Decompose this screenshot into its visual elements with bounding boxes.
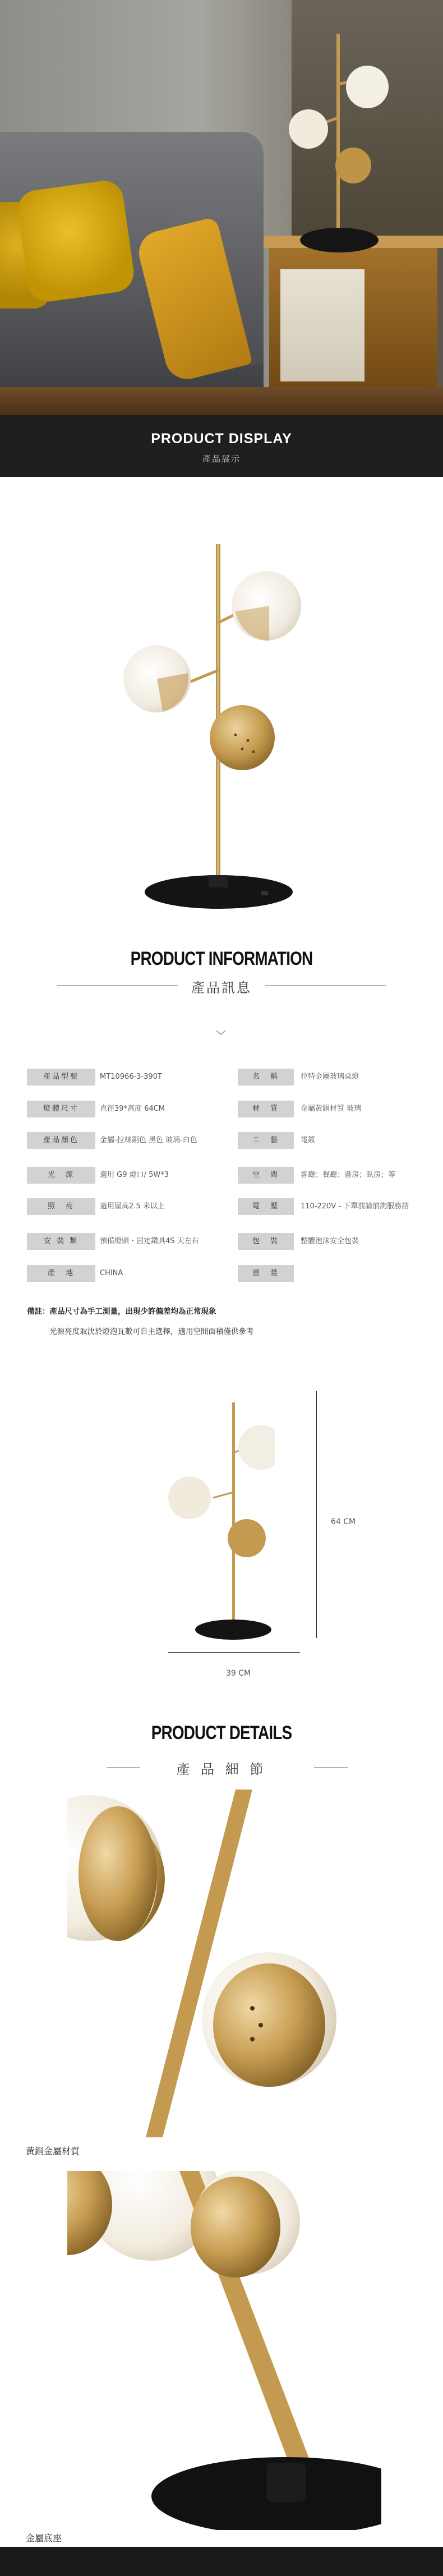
detail-photo-base [67,2171,381,2530]
width-dimension-line [168,1652,300,1653]
detail-caption: 黃銅金屬材質 [26,2146,80,2156]
spec-value: CHINA [100,1269,123,1277]
spec-value: 整體泡沫安全包裝 [301,1237,359,1245]
spec-label: 包 裝 [238,1233,294,1250]
spec-value: 拉特金屬玻璃桌燈 [301,1073,359,1081]
spec-label: 空 間 [238,1167,294,1184]
hero-lamp-image [280,34,393,258]
hero-lifestyle-photo [0,0,443,415]
details-subtitle: 產 品 細 節 [176,1761,267,1777]
side-table-drawer [280,269,364,381]
product-display-banner [0,415,443,477]
spec-value: MT10966-3-390T [100,1073,162,1081]
spec-label: 產品型號 [27,1069,95,1085]
spec-row [0,1132,443,1151]
spec-label: 產品顏色 [27,1132,95,1149]
spec-label: 照 亮 [27,1198,95,1215]
spec-row [0,1069,443,1088]
detail-photo-brass [67,1790,381,2137]
info-title: PRODUCT INFORMATION [130,948,313,969]
spec-value: 金屬-拉絲銅色 黑色 玻璃-白色 [100,1136,197,1144]
display-title: PRODUCT DISPLAY [151,431,292,447]
spec-value: 預備燈頭・固定鑽具4S 天左右 [100,1237,199,1245]
spec-label: 材 質 [238,1101,294,1117]
chevron-down-icon [216,1030,226,1036]
spec-label: 燈體尺寸 [27,1101,95,1117]
spec-row [0,1233,443,1252]
spec-value: 直徑39*高度 64CM [100,1105,165,1113]
spec-row [0,1101,443,1120]
spec-value: 電鍍 [301,1136,316,1144]
dimension-lamp-image [163,1397,275,1644]
spec-label: 光 源 [27,1167,95,1184]
spec-value: 110-220V - 下單前請前詢服務諮 [301,1202,409,1211]
product-lamp-image [101,527,336,931]
note-line: 光源亮度取決於燈泡瓦數可自主選擇，適用空間面積僅供參考 [49,1327,254,1336]
spec-value: 客廳；餐廳；書房；臥房；等 [301,1171,396,1179]
info-subtitle: 產品訊息 [191,980,252,996]
spec-label: 重 量 [238,1265,294,1282]
spec-value: 適用屋高2.5 米以上 [100,1202,165,1211]
spec-label: 安 裝 類 [27,1233,95,1250]
spec-value: 金屬黃銅材質 玻璃 [301,1105,362,1113]
spec-label: 工 藝 [238,1132,294,1149]
spec-label: 電 壓 [238,1198,294,1215]
height-dimension-line [316,1391,317,1638]
wood-floor [0,387,443,415]
details-title: PRODUCT DETAILS [151,1722,292,1744]
display-subtitle: 產品展示 [202,454,241,464]
note-line: 備註：產品尺寸為手工測量，出現少許偏差均為正常現象 [27,1307,216,1316]
footer-strip [0,2547,443,2576]
yellow-pillow [15,178,136,304]
spec-value: 適用 G9 燈口/ 5W*3 [100,1171,169,1179]
detail-caption: 金屬底座 [26,2533,62,2543]
spec-value [301,1265,430,1282]
spec-row [0,1198,443,1217]
spec-label: 產 地 [27,1265,95,1282]
height-dimension-label: 64 CM [331,1517,356,1526]
spec-row [0,1265,443,1284]
width-dimension-label: 39 CM [226,1669,251,1678]
spec-row [0,1167,443,1186]
spec-label: 名 稱 [238,1069,294,1085]
